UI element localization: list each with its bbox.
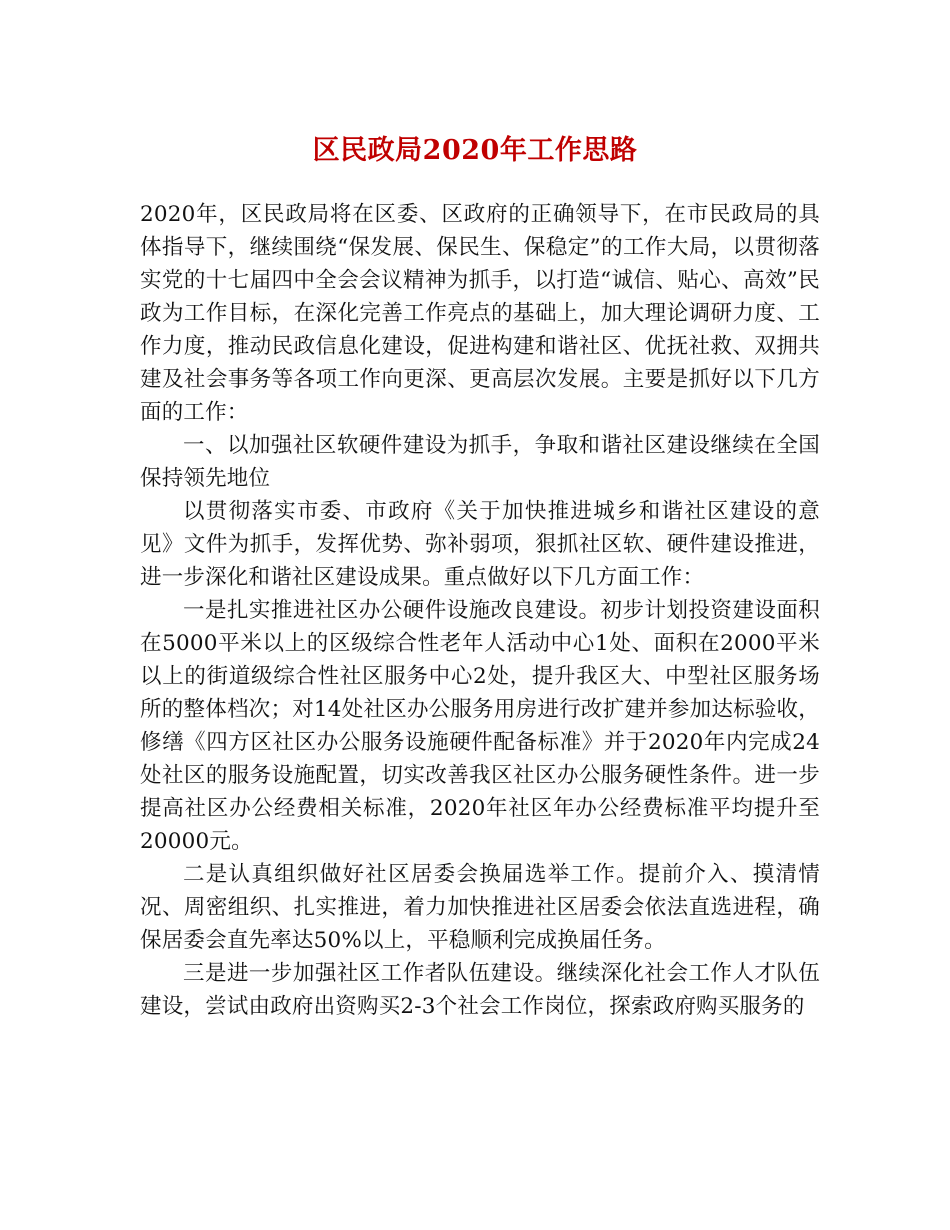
paragraph-section-1-intro: 以贯彻落实市委、市政府《关于加快推进城乡和谐社区建设的意见》文件为抓手，发挥优势、弥补弱项，狠抓社区软、硬件建设推进，进一步深化和谐社区建设成果。重点做好以下几方面工作： — [140, 499, 820, 590]
document-body — [140, 198, 820, 1023]
paragraph-item-2: 二是认真组织做好社区居委会换届选举工作。提前介入、摸清情况、周密组织、扎实推进，着力加快推进社区居委会依法直选进程，确保居委会直先率达50%以上，平稳顺利完成换届任务。 — [140, 862, 820, 953]
paragraph-intro: 2020年，区民政局将在区委、区政府的正确领导下，在市民政局的具体指导下，继续围绕“保发展、保民生、保稳定”的工作大局，以贯彻落实党的十七届四中全会会议精神为抓手，以打造“诚信、贴心、高效”民政为工作目标，在深化完善工作亮点的基础上，加大理论调研力度、工作力度，推动民政信息化建设，促进构建和谐社区、优抚社救、双拥共建及社会事务等各项工作向更深、更高层次发展。主要是抓好以下几方面的工作： — [140, 202, 820, 425]
paragraph-item-3: 三是进一步加强社区工作者队伍建设。继续深化社会工作人才队伍建设，尝试由政府出资购买2-3个社会工作岗位，探索政府购买服务的 — [140, 961, 820, 1019]
document-title: 区民政局2020年工作思路 — [312, 135, 638, 166]
paragraph-item-1: 一是扎实推进社区办公硬件设施改良建设。初步计划投资建设面积在5000平米以上的区级综合性老年人活动中心1处、面积在2000平米以上的街道级综合性社区服务中心2处，提升我区大、中型社区服务场所的整体档次；对14处社区办公服务用房进行改扩建并参加达标验收，修缮《四方区社区办公服务设施硬件配备标准》并于2020年内完成24处社区的服务设施配置，切实改善我区社区办公服务硬性条件。进一步提高社区办公经费相关标准，2020年社区年办公经费标准平均提升至20000元。 — [140, 598, 820, 854]
section-heading-1: 一、以加强社区软硬件建设为抓手，争取和谐社区建设继续在全国保持领先地位 — [140, 433, 820, 491]
